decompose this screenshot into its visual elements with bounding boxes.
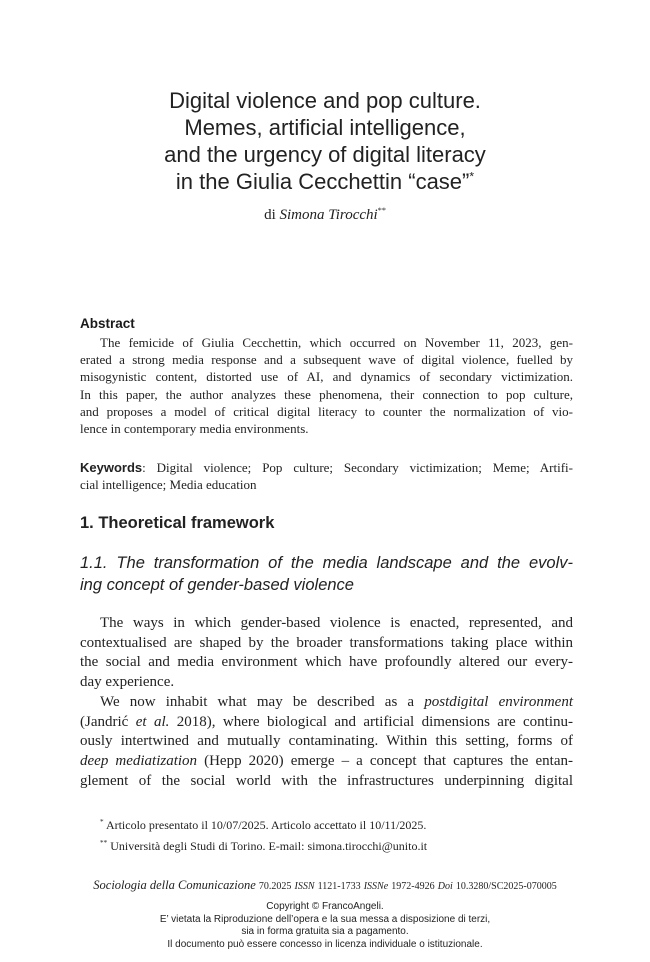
body-line: ously intertwined and mutually contaminating. Within this setting, forms of xyxy=(80,733,573,750)
copyright-line: sia in forma gratuita sia a pagamento. xyxy=(241,926,409,937)
keywords-text: : Digital violence; Pop culture; Secondary victimization; Meme; Artifi- xyxy=(142,460,573,475)
keywords-line: cial intelligence; Media education xyxy=(80,477,257,493)
title-line: Digital violence and pop culture. xyxy=(169,88,481,113)
body-line xyxy=(80,693,573,713)
author-footnote-marker[interactable]: ** xyxy=(377,206,386,215)
title-line: and the urgency of digital literacy xyxy=(164,142,486,167)
body-emphasis: postdigital environment xyxy=(424,693,573,710)
issn-label: ISSN xyxy=(294,881,315,892)
title-footnote-marker[interactable]: * xyxy=(469,169,475,184)
body-line xyxy=(80,713,573,733)
doi-link[interactable]: 10.3280/SC2025-070005 xyxy=(455,881,557,892)
abstract-line: The femicide of Giulia Cecchettin, which occurred on November 11, 2023, gen- xyxy=(100,335,573,350)
footnote-text: Università degli Studi di Torino. E-mail: simona.tirocchi@unito.it xyxy=(110,839,428,853)
body-text-run: We now inhabit what may be described as a xyxy=(100,693,425,710)
section-heading: 1. Theoretical framework xyxy=(80,514,275,532)
body-emphasis: et al. xyxy=(135,713,170,730)
author-name: Simona Tirocchi xyxy=(279,207,378,223)
keywords-label: Keywords xyxy=(80,460,143,475)
abstract-heading: Abstract xyxy=(80,316,135,331)
issne-value: 1972-4926 xyxy=(391,881,435,892)
copyright-line: E’ vietata la Riproduzione dell’opera e la sua messa a disposizione di terzi, xyxy=(159,913,491,925)
body-line: the social and media environment which have profoundly altered our every- xyxy=(80,654,573,671)
body-line: The ways in which gender-based violence is enacted, represented, and xyxy=(100,615,573,631)
body-line xyxy=(80,752,573,772)
copyright-line: Copyright © FrancoAngeli. xyxy=(266,901,384,912)
body-line: glement of the social world with the infrastructures underpinning digital xyxy=(80,772,573,789)
footnote xyxy=(100,836,427,857)
issne-label: ISSNe xyxy=(363,881,389,892)
copyright-notice xyxy=(60,901,590,951)
citation: (Jandrić xyxy=(80,713,136,730)
author-prefix: di xyxy=(264,207,276,223)
doi-label: Doi xyxy=(437,881,453,892)
body-text-run: 2018), where biological and artificial dimensions are continu- xyxy=(169,713,573,730)
footnote-text: Articolo presentato il 10/07/2025. Articolo accettato il 10/11/2025. xyxy=(105,818,427,832)
author-byline xyxy=(60,207,590,224)
subsection-line: ing concept of gender-based violence xyxy=(80,575,354,594)
abstract-line: misogynistic content, distorted use of AI, and dynamics of secondary victimization. xyxy=(80,369,573,385)
abstract-line: In this paper, the author analyzes these phenomena, their connection to pop culture, xyxy=(80,386,573,402)
subsection-heading xyxy=(80,553,573,596)
abstract-line: lence in contemporary media environments. xyxy=(80,421,309,437)
footnote-marker: ** xyxy=(100,839,108,847)
title-line-text: in the Giulia Cecchettin “case” xyxy=(175,169,470,194)
journal-citation xyxy=(60,878,590,893)
abstract-body xyxy=(80,334,573,437)
body-text-run: (Hepp 2020) emerge – a concept that captures the entan- xyxy=(197,752,573,769)
body-text xyxy=(80,614,573,791)
body-emphasis: deep mediatization xyxy=(80,752,198,769)
abstract-line: and proposes a model of critical digital literacy to counter the normalization of vio- xyxy=(80,403,573,419)
issn-value: 1121-1733 xyxy=(317,881,361,892)
keywords-line xyxy=(80,459,573,476)
footnote-marker: * xyxy=(100,818,104,826)
subsection-line: 1.1. The transformation of the media landscape and the evolv- xyxy=(80,554,573,572)
article-title xyxy=(60,87,590,195)
title-line: Memes, artificial intelligence, xyxy=(184,115,466,140)
footnotes xyxy=(100,815,427,857)
keywords xyxy=(80,459,573,493)
journal-name: Sociologia della Comunicazione xyxy=(93,878,256,892)
body-line: day experience. xyxy=(80,674,175,691)
body-line: contextualised are shaped by the broader transformations taking place within xyxy=(80,634,573,651)
copyright-line: Il documento può essere concesso in licenza individuale o istituzionale. xyxy=(167,938,483,950)
abstract-line: erated a strong media response and a subsequent wave of digital violence, fuelled by xyxy=(80,352,573,368)
title-line xyxy=(60,168,590,195)
footnote xyxy=(100,815,427,836)
journal-issue: 70.2025 xyxy=(258,881,292,892)
